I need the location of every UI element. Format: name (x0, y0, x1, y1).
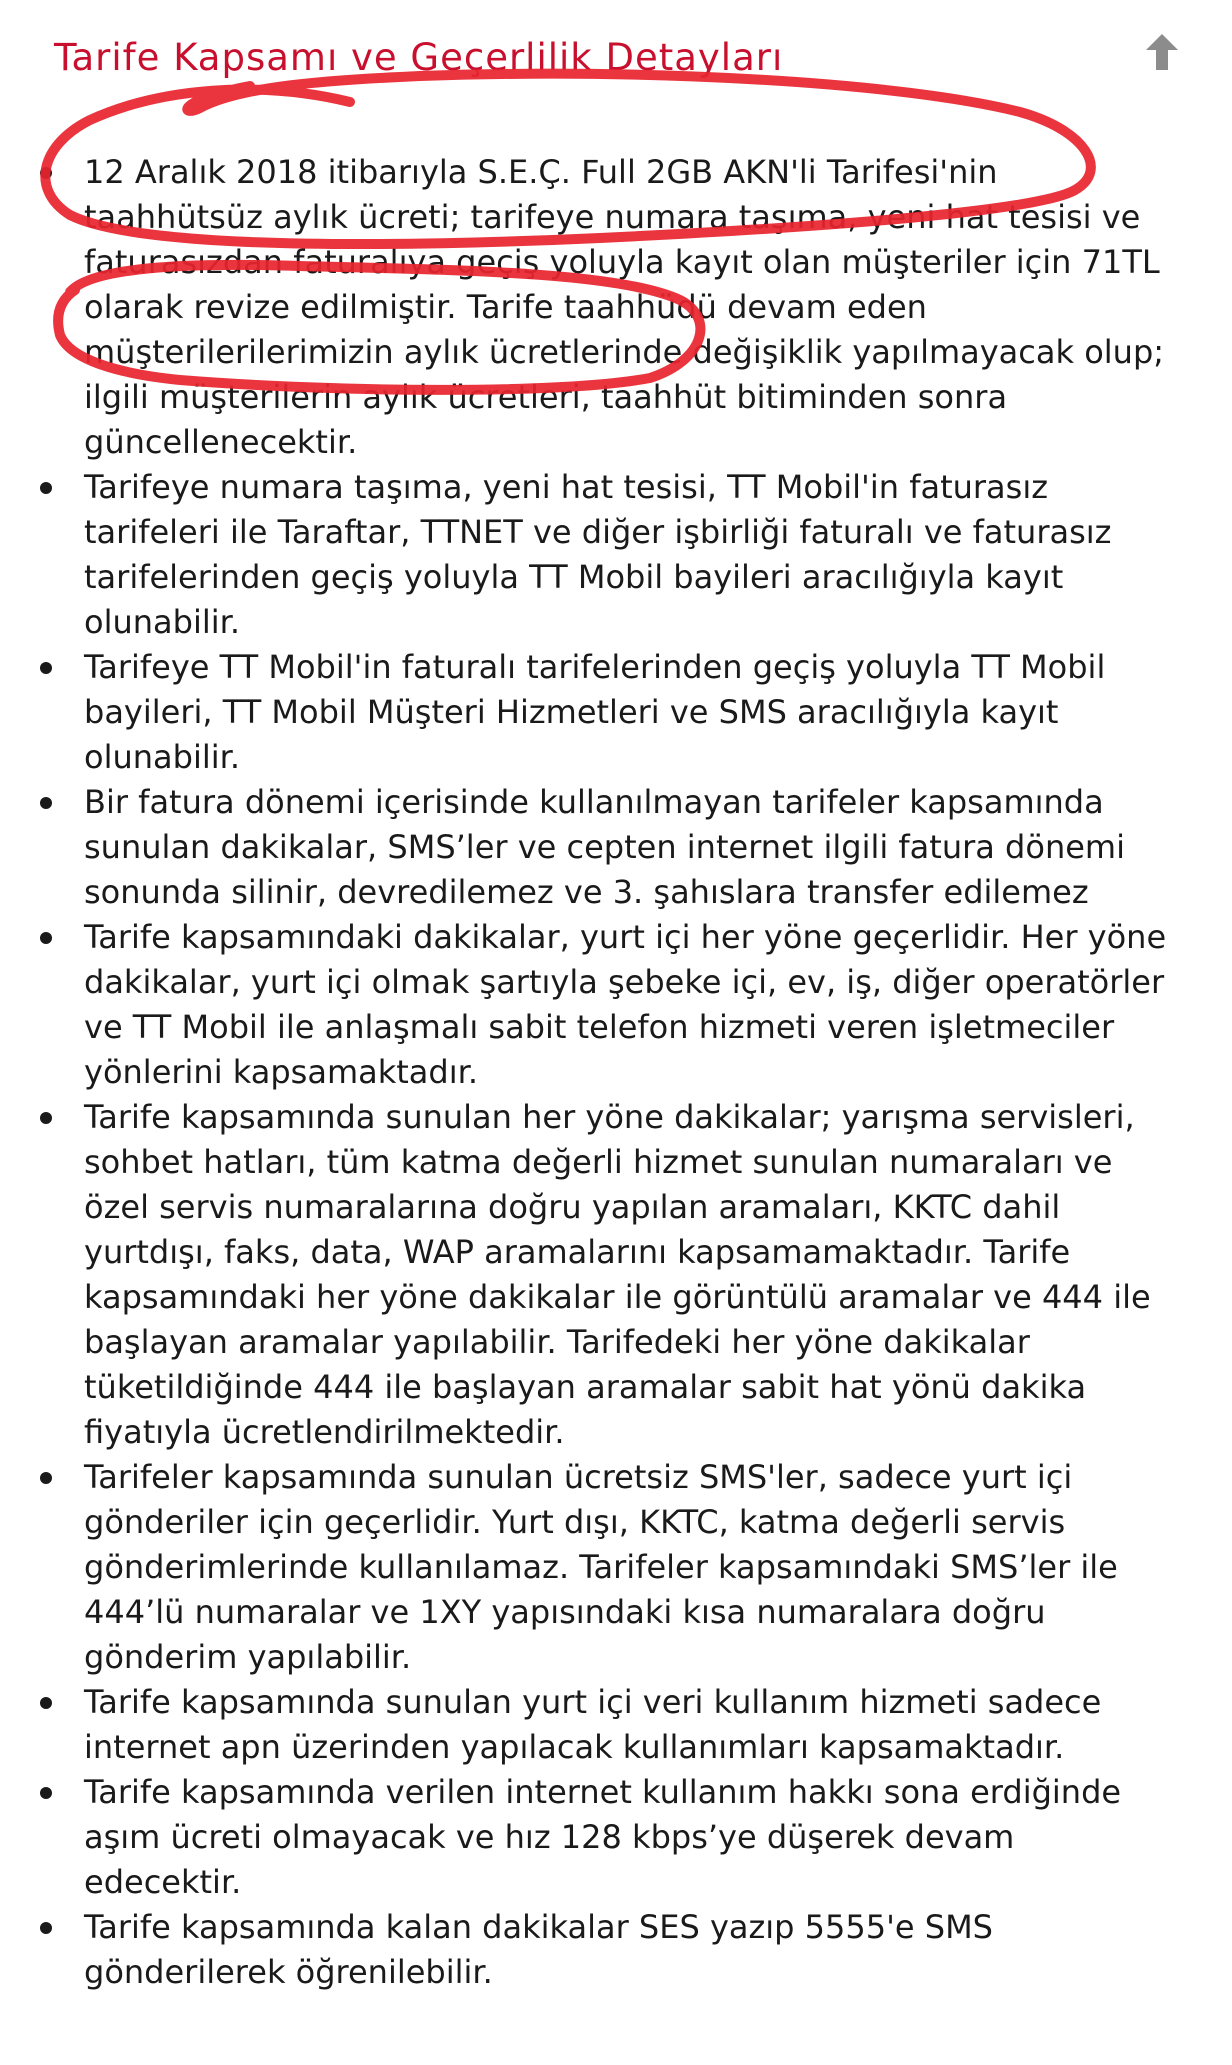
list-item (38, 1905, 1168, 1995)
term-text: Bir fatura dönemi içerisinde kullanılmayan tarifeler kapsamında sunulan dakikalar, SMS’ler ve cepten internet ilgili fatura dönemi sonunda silinir, devredilemez ve 3. şahıslara transfer edilemez (84, 783, 1125, 911)
list-item (38, 1095, 1168, 1455)
terms-list (38, 150, 1168, 1995)
term-text: Tarifeye numara taşıma, yeni hat tesisi, TT Mobil'in faturasız tarifeleri ile Taraftar, TTNET ve diğer işbirliği faturalı ve faturasız tarifelerinden geçiş yoluyla TT Mobil bayileri aracılığıyla kayıt olunabilir. (84, 468, 1112, 641)
term-text: Tarife kapsamında sunulan her yöne dakikalar; yarışma servisleri, sohbet hatları, tüm katma değerli hizmet sunulan numaraları ve özel servis numaralarına doğru yapılan aramaları, KKTC dahil yurtdışı, faks, data, WAP aramalarını kapsamamaktadır. Tarife kapsamındaki her yöne dakikalar ile görüntülü aramalar ve 444 ile başlayan aramalar yapılabilir. Tarifedeki her yöne dakikalar tüketildiğinde 444 ile başlayan aramalar sabit hat yönü dakika fiyatıyla ücretlendirilmektedir. (84, 1098, 1151, 1451)
tariff-terms (38, 150, 1168, 1995)
term-text: Tarife kapsamında verilen internet kullanım hakkı sona erdiğinde aşım ücreti olmayacak ve hız 128 kbps’ye düşerek devam edecektir. (84, 1773, 1122, 1901)
arrow-up-icon (1140, 30, 1184, 74)
page-header (54, 30, 1174, 86)
bullet-icon (40, 1787, 52, 1799)
bullet-icon (40, 482, 52, 494)
bullet-icon (40, 1472, 52, 1484)
bullet-icon (40, 1112, 52, 1124)
bullet-icon (40, 932, 52, 944)
term-text: Tarife kapsamındaki dakikalar, yurt içi her yöne geçerlidir. Her yöne dakikalar, yurt içi olmak şartıyla şebeke içi, ev, iş, diğer operatörler ve TT Mobil ile anlaşmalı sabit telefon hizmeti veren işletmeciler yönlerini kapsamaktadır. (84, 918, 1167, 1091)
term-text: Tarife kapsamında kalan dakikalar SES yazıp 5555'e SMS gönderilerek öğrenilebilir. (84, 1908, 993, 1991)
list-item (38, 780, 1168, 915)
scroll-to-top-button[interactable] (1140, 30, 1184, 74)
bullet-icon (40, 167, 52, 179)
term-text: Tarifeler kapsamında sunulan ücretsiz SMS'ler, sadece yurt içi gönderiler için geçerlidir. Yurt dışı, KKTC, katma değerli servis gönderimlerinde kullanılamaz. Tarifeler kapsamındaki SMS’ler ile 444’lü numaralar ve 1XY yapısındaki kısa numaralara doğru gönderim yapılabilir. (84, 1458, 1118, 1676)
page-title: Tarife Kapsamı ve Geçerlilik Detayları (54, 36, 784, 79)
bullet-icon (40, 1697, 52, 1709)
bullet-icon (40, 1922, 52, 1934)
list-item (38, 915, 1168, 1095)
list-item (38, 645, 1168, 780)
term-text: Tarife kapsamında sunulan yurt içi veri kullanım hizmeti sadece internet apn üzerinden yapılacak kullanımları kapsamaktadır. (84, 1683, 1102, 1766)
bullet-icon (40, 797, 52, 809)
list-item (38, 1770, 1168, 1905)
bullet-icon (40, 662, 52, 674)
list-item (38, 465, 1168, 645)
list-item (38, 150, 1168, 465)
term-text: 12 Aralık 2018 itibarıyla S.E.Ç. Full 2GB AKN'li Tarifesi'nin taahhütsüz aylık ücreti; tarifeye numara taşıma, yeni hat tesisi ve faturasızdan faturalıya geçiş yoluyla kayıt olan müşteriler için 71TL olarak revize edilmiştir. Tarife taahhüdü devam eden müşterilerilerimizin aylık ücretlerinde değişiklik yapılmayacak olup; ilgili müşterilerin aylık ücretleri, taahhüt bitiminden sonra güncellenecektir. (84, 153, 1165, 461)
list-item (38, 1680, 1168, 1770)
term-text: Tarifeye TT Mobil'in faturalı tarifelerinden geçiş yoluyla TT Mobil bayileri, TT Mobil Müşteri Hizmetleri ve SMS aracılığıyla kayıt olunabilir. (84, 648, 1106, 776)
list-item (38, 1455, 1168, 1680)
